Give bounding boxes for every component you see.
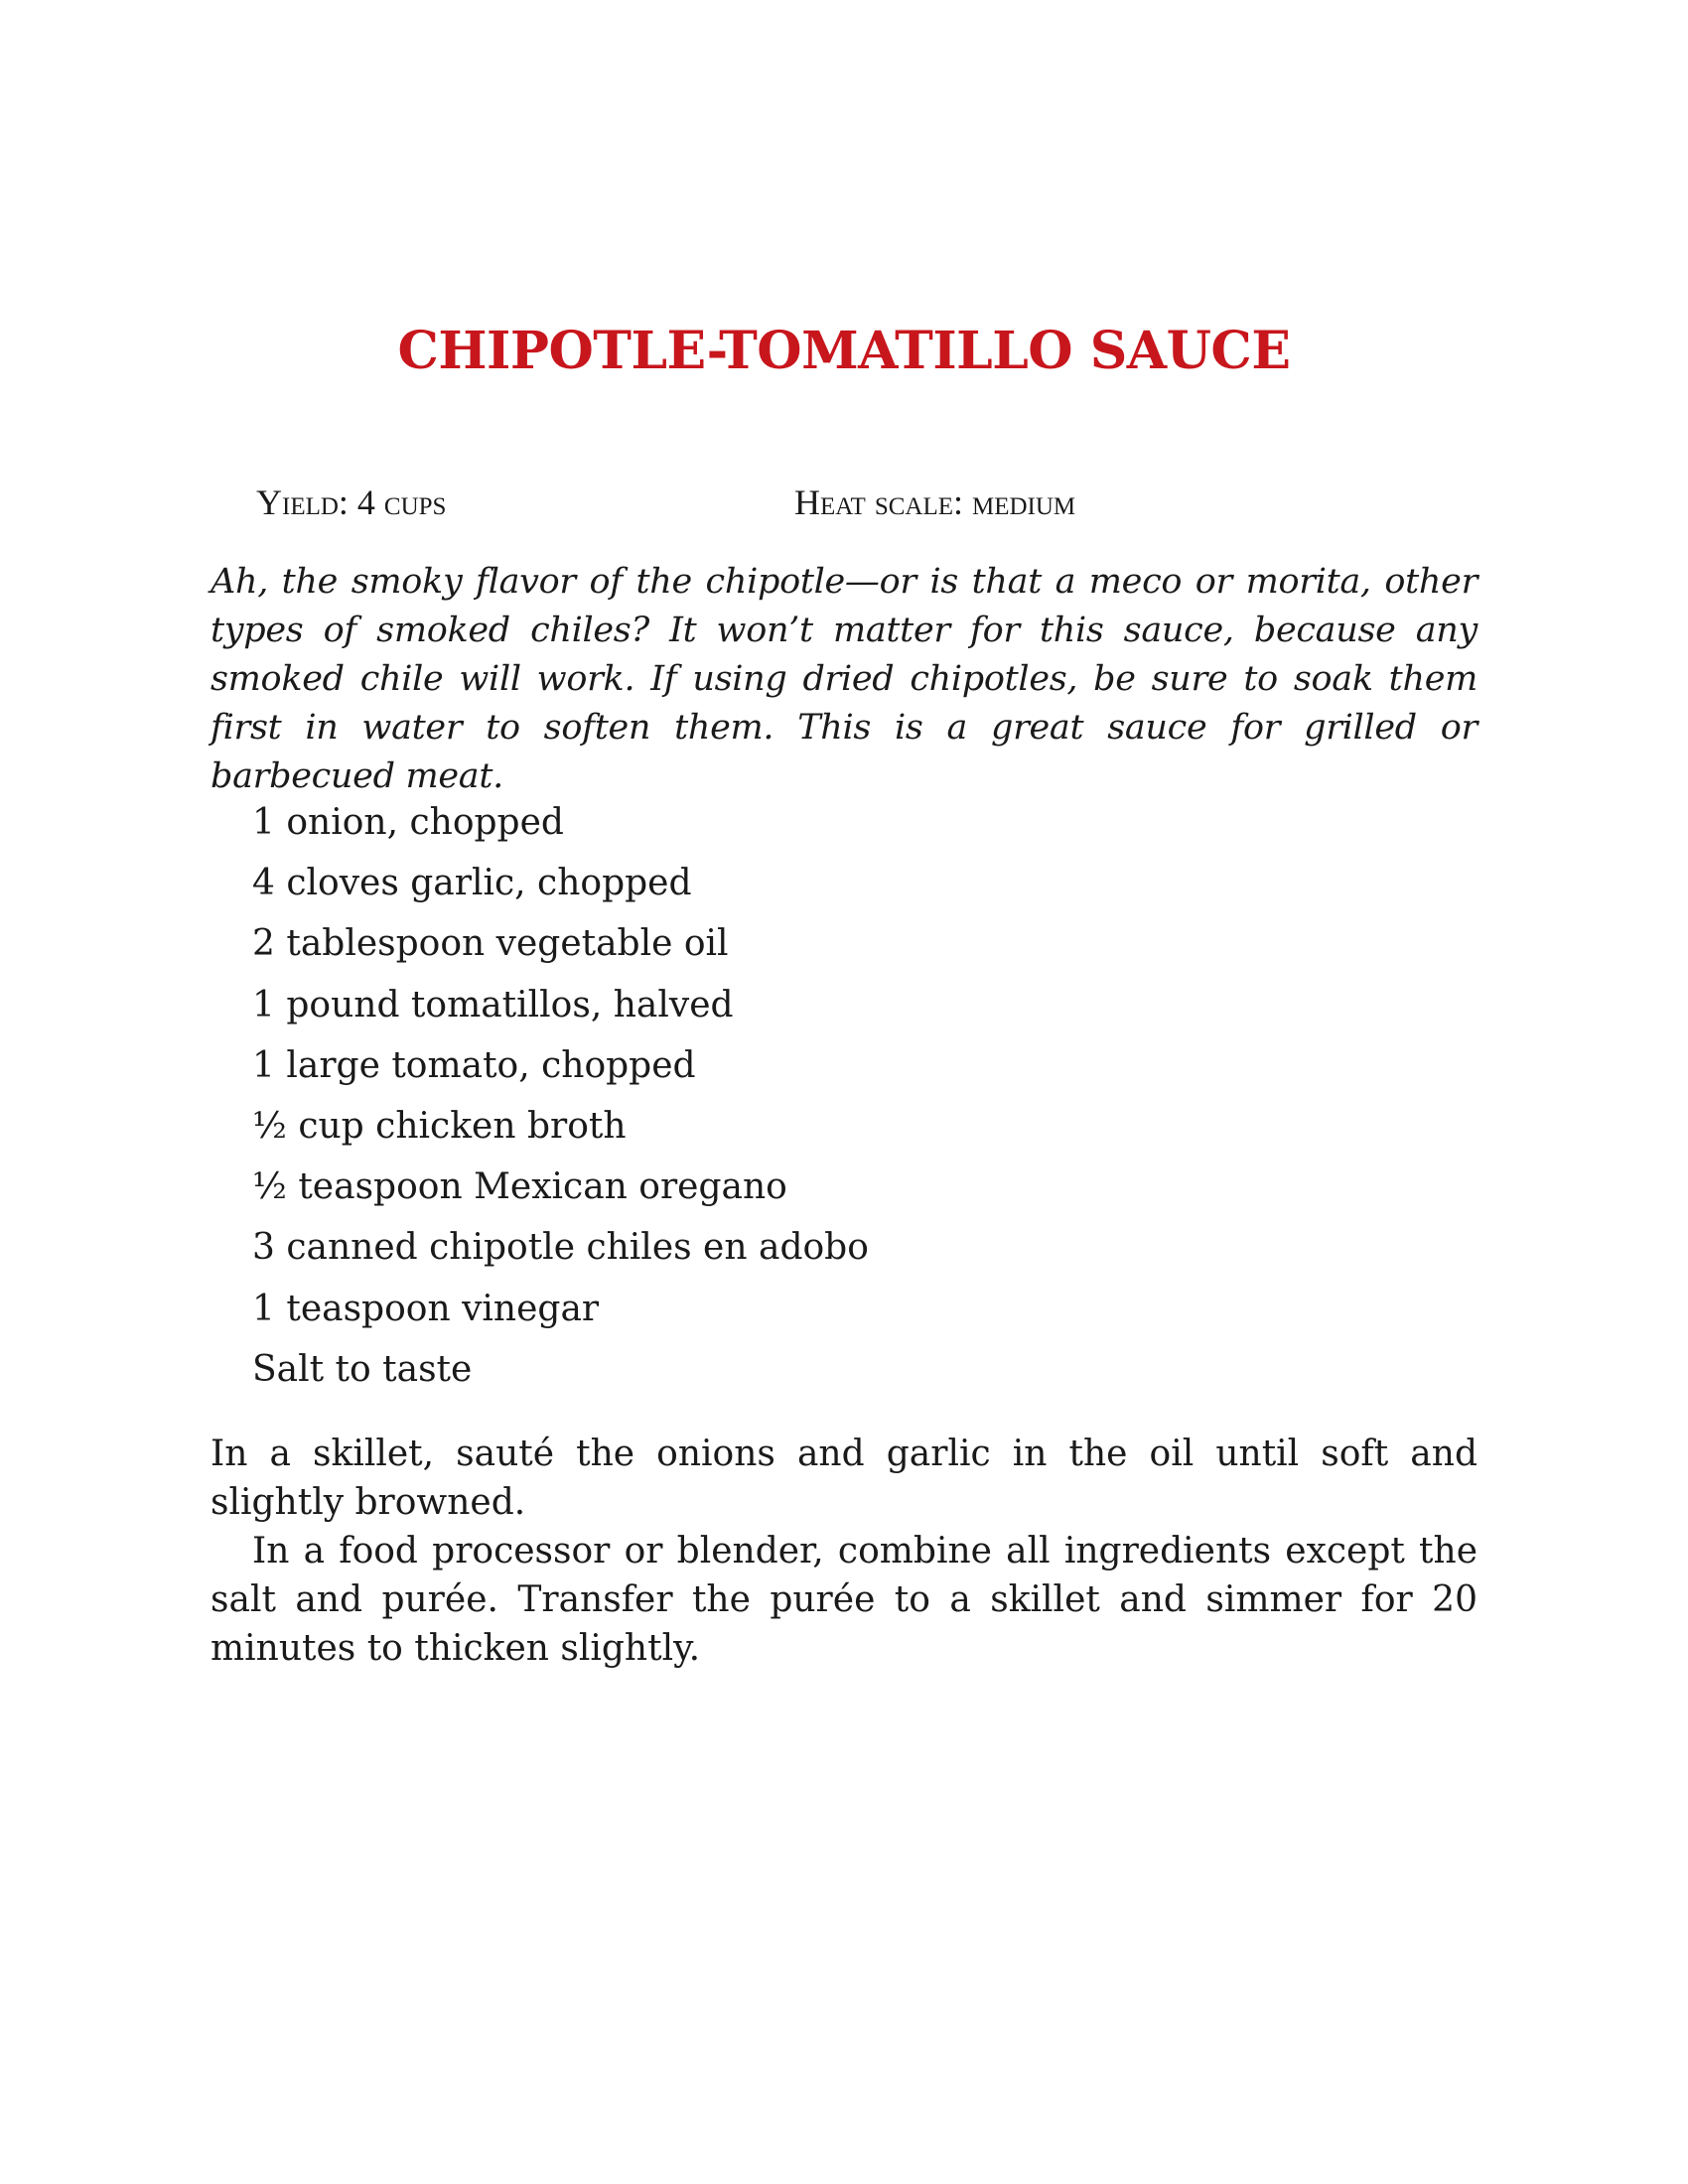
recipe-title: CHIPOTLE-TOMATILLO SAUCE: [397, 321, 1291, 381]
recipe-intro: Ah, the smoky flavor of the chipotle—or is that a meco or morita, other types of smoked chiles? It won’t matter for this sauce, because any smoked chile will work. If using dried chipotles, be sure to soak them first in water to soften them. This is a great sauce for grilled or barbecued meat.: [211, 562, 1477, 796]
recipe-method: [211, 1430, 1477, 1673]
ingredient-item: Salt to taste: [252, 1348, 473, 1390]
yield-label: Yield: 4 cups: [256, 482, 447, 522]
ingredient-item: 3 canned chipotle chiles en adobo: [252, 1227, 869, 1269]
ingredient-item: 1 teaspoon vinegar: [252, 1288, 600, 1329]
ingredient-item: 1 pound tomatillos, halved: [252, 984, 734, 1025]
ingredient-item: 1 large tomato, chopped: [252, 1044, 696, 1086]
recipe-meta: [211, 480, 1477, 524]
ingredient-item: 4 cloves garlic, chopped: [252, 863, 692, 904]
method-step: In a food processor or blender, combine all ingredients except the salt and purée. Transfer the purée to a skillet and simmer for 20 minutes to thicken slightly.: [211, 1531, 1477, 1669]
ingredient-list: [252, 792, 1444, 1400]
method-step: In a skillet, sauté the onions and garlic in the oil until soft and slightly browned.: [211, 1433, 1477, 1523]
heat-scale-label: Heat scale: medium: [794, 482, 1076, 522]
ingredient-item: ½ teaspoon Mexican oregano: [252, 1166, 787, 1208]
ingredient-item: ½ cup chicken broth: [252, 1106, 627, 1148]
ingredient-item: 2 tablespoon vegetable oil: [252, 923, 729, 965]
ingredient-item: 1 onion, chopped: [252, 802, 564, 843]
